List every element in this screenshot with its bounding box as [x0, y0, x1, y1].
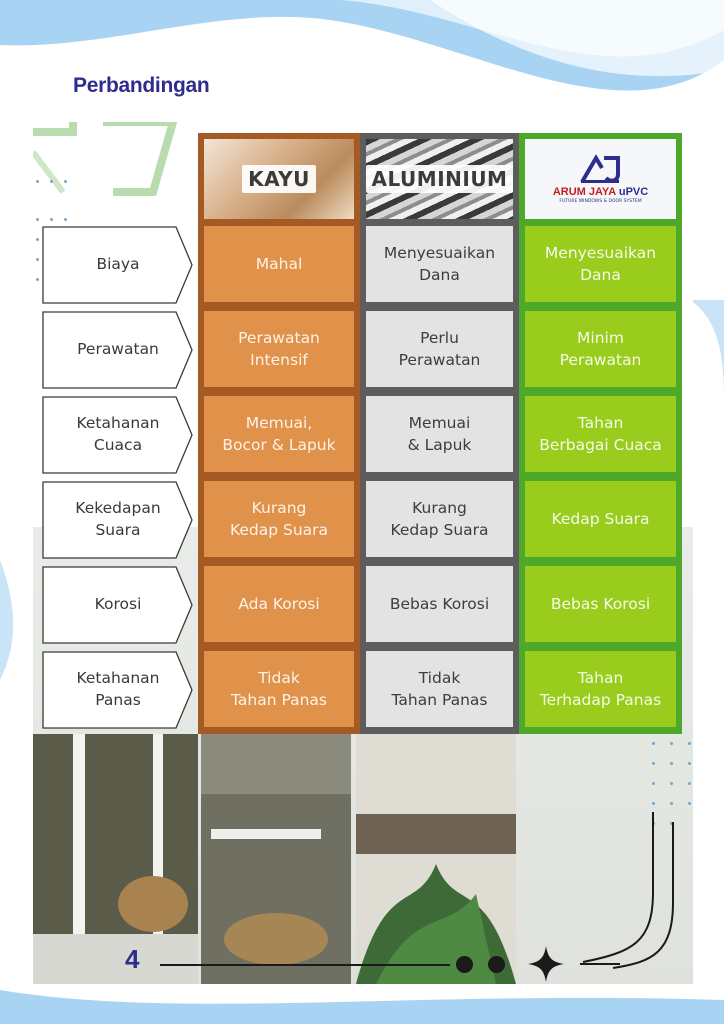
cell-kayu: Perawatan Intensif	[204, 311, 354, 387]
arum-jaya-header	[525, 139, 676, 219]
cell-arum: Tahan Terhadap Panas	[525, 651, 676, 727]
column-arum-jaya	[519, 133, 682, 734]
row-label	[42, 226, 192, 302]
page-title: Perbandingan	[73, 74, 210, 97]
cell-arum: Bebas Korosi	[525, 566, 676, 642]
row-label-text: Ketahanan Panas	[76, 669, 160, 709]
row-label	[42, 481, 192, 557]
cell-kayu: Mahal	[204, 226, 354, 302]
brand-name: ARUM JAYA	[552, 186, 616, 198]
cell-aluminium: Menyesuaikan Dana	[366, 226, 513, 302]
footer-dot-icon	[488, 956, 505, 973]
footer-divider-right	[580, 963, 620, 965]
row-label-text: Ketahanan Cuaca	[76, 414, 160, 454]
sparkle-icon	[528, 946, 564, 982]
row-label-text: Perawatan	[77, 340, 159, 358]
cell-kayu: Tidak Tahan Panas	[204, 651, 354, 727]
row-label-text: Kekedapan Suara	[75, 499, 161, 539]
footer-divider	[160, 964, 450, 966]
cell-aluminium: Memuai & Lapuk	[366, 396, 513, 472]
cell-arum: Kedap Suara	[525, 481, 676, 557]
row-label	[42, 311, 192, 387]
brand-tagline: FUTURE WINDOWS & DOOR SYSTEM	[559, 199, 642, 204]
arum-jaya-logo-icon	[578, 154, 624, 186]
cell-kayu: Kurang Kedap Suara	[204, 481, 354, 557]
cell-aluminium: Kurang Kedap Suara	[366, 481, 513, 557]
cell-arum: Menyesuaikan Dana	[525, 226, 676, 302]
column-aluminium	[360, 133, 519, 734]
kayu-header-label: KAYU	[242, 165, 316, 193]
cell-aluminium: Perlu Perawatan	[366, 311, 513, 387]
kayu-header-image	[204, 139, 354, 219]
column-kayu	[198, 133, 360, 734]
cell-arum: Tahan Berbagai Cuaca	[525, 396, 676, 472]
brand-suffix: uPVC	[618, 186, 649, 198]
footer-dot-icon	[456, 956, 473, 973]
row-label-text: Korosi	[94, 595, 142, 613]
aluminium-header-image	[366, 139, 513, 219]
aluminium-header-label: ALUMINIUM	[366, 165, 513, 193]
cell-kayu: Memuai, Bocor & Lapuk	[204, 396, 354, 472]
row-label-text: Biaya	[96, 255, 140, 273]
arum-jaya-logo	[553, 154, 648, 204]
curve-decoration-icon	[573, 812, 693, 972]
page-number: 4	[125, 944, 140, 974]
cell-kayu: Ada Korosi	[204, 566, 354, 642]
cell-aluminium: Tidak Tahan Panas	[366, 651, 513, 727]
row-label	[42, 396, 192, 472]
row-label	[42, 651, 192, 727]
cell-arum: Minim Perawatan	[525, 311, 676, 387]
row-label	[42, 566, 192, 642]
cell-aluminium: Bebas Korosi	[366, 566, 513, 642]
